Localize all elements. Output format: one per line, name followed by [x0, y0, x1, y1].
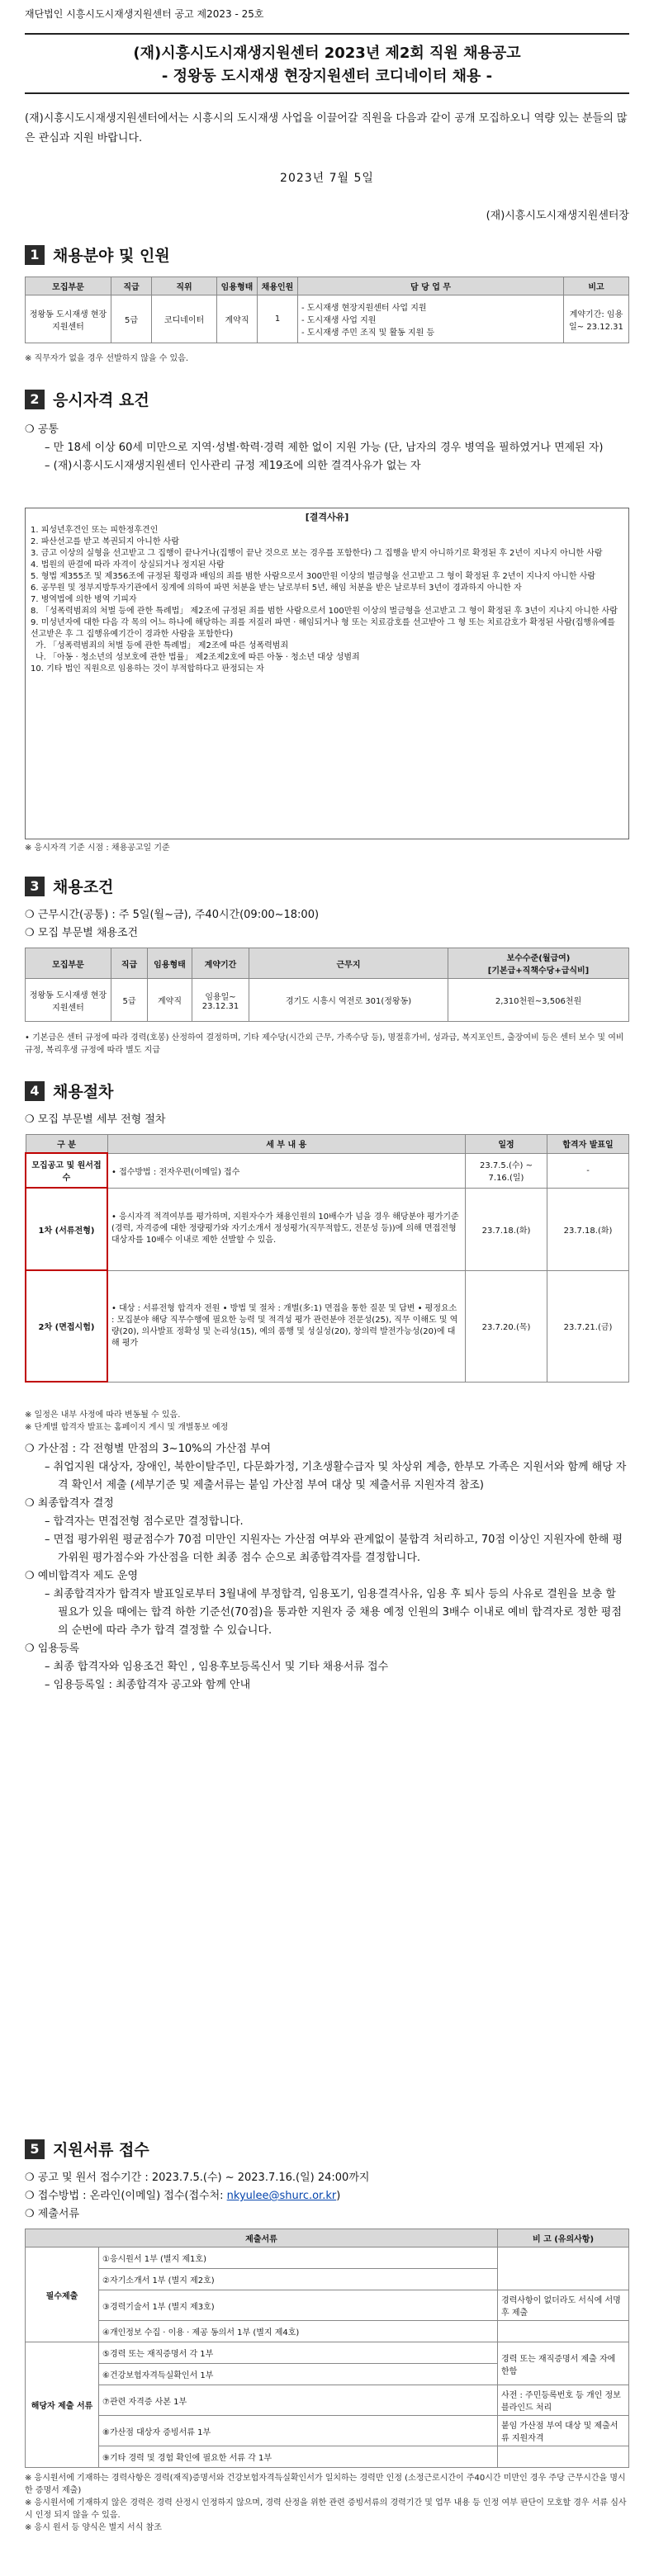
- doc-remark: 경력사항이 없더라도 서식에 서명 후 제출: [498, 2290, 629, 2321]
- stage-name: 1차 (서류전형): [26, 1188, 107, 1270]
- col-header: [448, 948, 629, 979]
- cell-dept: 정왕동 도시재생 현장지원센터: [26, 979, 111, 1022]
- registration-item: – 임용등록일 : 최종합격자 공고와 함께 안내: [45, 1679, 251, 1691]
- section-number: 2: [25, 390, 45, 409]
- sec2-requirements: [25, 421, 629, 475]
- note-item: ※ 일정은 내부 사정에 따라 변동될 수 있음.: [25, 1411, 181, 1420]
- note-item: ※ 단계별 합격자 발표는 홈페이지 게시 및 개별통보 예정: [25, 1423, 229, 1432]
- sec4-details: [25, 1440, 629, 1694]
- sec5-notes: [25, 2472, 629, 2534]
- cell-type: 계약직: [217, 295, 258, 343]
- col-header: 임용형태: [148, 948, 192, 979]
- doc-remark: 붙임 가산점 부여 대상 및 제출서류 지원자격: [498, 2416, 629, 2446]
- stage-detail: • 접수방법 : 전자우편(이메일) 접수: [107, 1153, 466, 1188]
- stage-result: 23.7.21.(금): [547, 1270, 629, 1382]
- pay-header: 보수수준(월급여): [506, 954, 571, 963]
- duty-item: - 도시재생 사업 지원: [301, 316, 377, 325]
- col-header: 직급: [111, 277, 152, 295]
- procedure-heading: ❍ 모집 부문별 세부 전형 절차: [25, 1113, 166, 1126]
- stage-date: 23.7.5.(수) ~ 7.16.(일): [466, 1153, 547, 1188]
- disq-item: 6. 공무원 및 정부지방투자기관에서 징계에 의하여 파면 처분을 받는 날로부터 5년, 해임 처분을 받은 날로부터 3년이 경과하지 아니한 자: [31, 584, 522, 593]
- doc-remark: 사전 : 주민등록번호 등 개인 정보 블라인드 처리: [498, 2385, 629, 2416]
- disq-subitem: 나. 「아동 · 청소년의 성보호에 관한 법률」 제2조제2호에 따른 아동 · 청소년 대상 성범죄: [36, 653, 360, 662]
- doc-item: ⑤경력 또는 재직증명서 각 1부: [99, 2342, 498, 2364]
- col-header: 담 당 업 무: [298, 277, 564, 295]
- duty-item: - 도시재생 현장지원센터 사업 지원: [301, 304, 427, 313]
- group-name: 필수제출: [26, 2248, 99, 2342]
- page-subtitle: - 정왕동 도시재생 현장지원센터 코디네이터 채용 -: [161, 68, 493, 85]
- final-item: – 면접 평가위원 평균점수가 70점 미만인 지원자는 가산점 여부와 관계없이 불합격 처리하고, 70점 이상인 지원자에 한해 평가위원 평가점수와 가산점을 더한 최종 점수 순으로 최종합격자를 결정합니다.: [45, 1534, 623, 1564]
- positions-table: [25, 277, 629, 343]
- reserve-heading: ❍ 예비합격자 제도 운영: [25, 1570, 139, 1582]
- cell-grade: 5급: [111, 979, 148, 1022]
- page-title: (재)시흥시도시재생지원센터 2023년 제2회 직원 채용공고: [133, 45, 521, 62]
- doc-item: ⑧가산점 대상자 증빙서류 1부: [99, 2416, 498, 2446]
- disq-item: 7. 병역법에 의한 병역 기피자: [31, 595, 137, 604]
- col-header: 채용인원: [258, 277, 298, 295]
- note-item: ※ 응시 원서 등 양식은 별지 서식 참조: [25, 2523, 162, 2532]
- stage-date: 23.7.20.(목): [466, 1270, 547, 1382]
- intro-text: (재)시흥시도시재생지원센터에서는 시흥시의 도시재생 사업을 이끌어갈 직원을 다음과 같이 공개 모집하오니 역량 있는 분들의 많은 관심과 지원 바랍니다.: [25, 112, 628, 144]
- stage-date: 23.7.18.(화): [466, 1188, 547, 1270]
- email-link[interactable]: nkyulee@shurc.or.kr: [226, 2190, 337, 2202]
- col-header: 임용형태: [217, 277, 258, 295]
- final-item: – 합격자는 면접전형 점수로만 결정합니다.: [45, 1515, 244, 1528]
- disq-item: 1. 피성년후견인 또는 피한정후견인: [31, 526, 159, 535]
- section-4-heading: [25, 1080, 113, 1102]
- notice-date: 2023년 7월 5일: [280, 172, 374, 185]
- registration-item: – 최종 합격자와 임용조건 확인 , 임용후보등록신서 및 기타 채용서류 접수: [45, 1661, 389, 1673]
- doc-item: ①응시원서 1부 (별지 제1호): [99, 2248, 498, 2269]
- disq-item: 8. 「성폭력범죄의 처벌 등에 관한 특례법」 제2조에 규정된 죄를 범한 사람으로서 100만원 이상의 벌금형을 선고받고 그 형이 확정된 후 3년이 지나지 아니한 사람: [31, 607, 618, 616]
- doc-item: ②자기소개서 1부 (별지 제2호): [99, 2269, 498, 2290]
- section-number: 5: [25, 2139, 45, 2159]
- col-header: 비고: [564, 277, 629, 295]
- sec1-note: ※ 직무자가 없을 경우 선발하지 않을 수 있음.: [25, 354, 189, 363]
- col-header: 모집부문: [26, 948, 111, 979]
- conditions-table: [25, 948, 629, 1022]
- stage-name: 모집공고 및 원서접수: [26, 1153, 107, 1188]
- doc-item: ⑨기타 경력 및 경험 확인에 필요한 서류 각 1부: [99, 2446, 498, 2468]
- doc-remark: [498, 2248, 629, 2290]
- section-title: 지원서류 접수: [53, 2141, 149, 2159]
- documents-table: [25, 2229, 629, 2468]
- pay-subheader: [기본급+직책수당+급식비]: [487, 967, 590, 976]
- docs-heading: ❍ 제출서류: [25, 2208, 80, 2220]
- sec2-note: ※ 응시자격 기준 시점 : 채용공고일 기준: [25, 844, 170, 853]
- cell-count: 1: [258, 295, 298, 343]
- section-title: 채용절차: [53, 1083, 114, 1101]
- doc-item: ④개인정보 수집 · 이용 · 제공 동의서 1부 (별지 제4호): [99, 2321, 498, 2342]
- doc-item: ③경력기술서 1부 (별지 제3호): [99, 2290, 498, 2321]
- conditions-heading: ❍ 모집 부문별 채용조건: [25, 927, 139, 939]
- reserve-item: – 최종합격자가 합격자 발표일로부터 3월내에 부정합격, 임용포기, 임용결격사유, 임용 후 퇴사 등의 사유로 결원을 보충 할 필요가 있을 때에는 합격 하한 기준선(70점)을 통과한 지원자 중 채용 예정 인원의 3배수 이내로 예비 합격자로 정한 평점의 순번에 따라 추가 합격 결정할 수 있습니다.: [45, 1588, 622, 1637]
- method-suffix: ): [336, 2190, 341, 2202]
- col-header: 제출서류: [26, 2229, 498, 2248]
- group-name: 해당자 제출 서류: [26, 2342, 99, 2468]
- final-heading: ❍ 최종합격자 결정: [25, 1497, 114, 1510]
- doc-remark: 경력 또는 재직증명서 제출 자에 한함: [498, 2342, 629, 2385]
- notice-number: 재단법인 시흥시도시재생지원센터 공고 제2023 - 25호: [25, 8, 264, 20]
- note-item: ※ 응시원서에 기재하는 경력사항은 경력(재직)증명서와 건강보험자격득실확인서가 일치하는 경력만 인정 (소정근로시간이 주40시간 미만인 경우 주당 근무시간을 명시한 증명서 제출): [25, 2474, 626, 2495]
- bonus-heading: ❍ 가산점 : 각 전형별 만점의 3~10%의 가산점 부여: [25, 1443, 272, 1455]
- disq-item: 2. 파산선고를 받고 복권되지 아니한 사람: [31, 537, 179, 546]
- disq-item: 9. 미성년자에 대한 다음 각 목의 어느 하나에 해당하는 죄를 저질러 파면 · 해임되거나 형 또는 치료감호를 선고받아 그 형 또는 치료감호가 확정된 사람(집행유예를 선고받은 후 그 집행유예기간이 경과한 사람을 포함한다): [31, 618, 615, 639]
- procedure-table: [25, 1134, 629, 1383]
- section-number: 3: [25, 877, 45, 896]
- cell-pay: 2,310천원~3,506천원: [448, 979, 629, 1022]
- method-prefix: ❍ 접수방법 : 온라인(이메일) 접수(접수처:: [25, 2190, 227, 2202]
- note-item: ※ 응시원서에 기재하지 않은 경력은 경력 산정시 인정하지 않으며, 경력 산정을 위한 관련 증빙서류의 경력기간 및 업무 내용 등 인정 여부 판단이 모호할 경우 서류 심사 시 인정 되지 않을 수 있음.: [25, 2498, 627, 2520]
- col-header: 합격자 발표일: [547, 1135, 629, 1154]
- cell-duties: [298, 295, 564, 343]
- method-line: [25, 2187, 369, 2205]
- stage-result: 23.7.18.(화): [547, 1188, 629, 1270]
- disq-item: 3. 금고 이상의 실형을 선고받고 그 집행이 끝나거나(집행이 끝난 것으로 보는 경우를 포함한다) 그 집행을 받지 아니하기로 확정된 후 2년이 지나지 아니한 사람: [31, 549, 603, 558]
- sec4-notes: [25, 1407, 228, 1432]
- doc-item: ⑥건강보험자격득실확인서 1부: [99, 2364, 498, 2385]
- disq-item: 4. 법원의 판결에 따라 자격이 상실되거나 정지된 사람: [31, 560, 225, 570]
- col-header: 구 분: [26, 1135, 107, 1154]
- disq-item: 5. 형법 제355조 및 제356조에 규정된 횡령과 배임의 죄를 범한 사람으로서 300만원 이상의 벌금형을 선고받고 그 형이 확정된 후 2년이 지나지 아니한 사람: [31, 572, 596, 581]
- box-title: [결격사유]: [305, 512, 349, 522]
- section-title: 채용분야 및 인원: [53, 247, 170, 265]
- col-header: 직급: [111, 948, 148, 979]
- requirement-item: – (재)시흥시도시재생지원센터 인사관리 규정 제19조에 의한 결격사유가 없는 자: [45, 460, 421, 472]
- issuer: (재)시흥시도시재생지원센터장: [486, 210, 629, 222]
- cell-remark: 계약기간: 임용일~ 23.12.31: [564, 295, 629, 343]
- stage-detail: • 응시자격 적격여부를 평가하며, 지원자수가 채용인원의 10배수가 넘을 경우 해당분야 평가기준(경력, 자격증에 대한 정량평가와 자기소개서 정성평가(직무적합도, 전문성 등))에 의해 면접전형 대상자를 10배수 이내로 제한 선발할 수 있음.: [107, 1188, 466, 1270]
- bonus-item: – 취업지원 대상자, 장애인, 북한이탈주민, 다문화가정, 기초생활수급자 및 차상위 계층, 한부모 가족은 지원서와 함께 해당 자격 확인서 제출 (세부기준 및 제출서류는 붙임 가산점 부여 대상 및 제출서류 지원자격 참조): [45, 1461, 627, 1491]
- cell-place: 경기도 시흥시 역전로 301(정왕동): [249, 979, 448, 1022]
- col-header: 근무지: [249, 948, 448, 979]
- disqualification-box: [25, 508, 629, 839]
- cell-dept: 정왕동 도시재생 현장지원센터: [26, 295, 111, 343]
- section-5-heading: [25, 2138, 149, 2160]
- cell-position: 코디네이터: [152, 295, 217, 343]
- duty-item: - 도시재생 주민 조직 및 활동 지원 등: [301, 328, 435, 338]
- col-header: 세 부 내 용: [107, 1135, 466, 1154]
- section-2-heading: [25, 388, 149, 410]
- work-hours: ❍ 근무시간(공통) : 주 5일(월~금), 주40시간(09:00~18:00): [25, 909, 320, 921]
- stage-name: 2차 (면접시험): [26, 1270, 107, 1382]
- section-3-heading: [25, 875, 113, 897]
- sec5-bullets: [25, 2169, 369, 2224]
- requirement-item: – 만 18세 이상 60세 미만으로 지역·성별·학력·경력 제한 없이 지원 가능 (단, 남자의 경우 병역을 필하였거나 면제된 자): [45, 442, 604, 454]
- disq-subitem: 가. 「성폭력범죄의 처벌 등에 관한 특례법」 제2조에 따른 성폭력범죄: [36, 641, 289, 650]
- sec3-note: • 기본급은 센터 규정에 따라 경력(호봉) 산정하여 결정하며, 기타 제수당(시간외 근무, 가족수당 등), 명절휴가비, 성과급, 복지포인트, 출장여비 등은 센터 보수 및 여비 규정, 복리후생 규정에 따라 별도 지급: [25, 1033, 624, 1055]
- col-header: 비 고 (유의사항): [498, 2229, 629, 2248]
- section-1-heading: [25, 243, 170, 266]
- sec3-bullets: [25, 906, 319, 943]
- stage-result: -: [547, 1153, 629, 1188]
- cell-grade: 5급: [111, 295, 152, 343]
- section-title: 응시자격 요건: [53, 391, 149, 409]
- col-header: 계약기간: [192, 948, 249, 979]
- doc-remark: [498, 2446, 629, 2468]
- title-box: [25, 33, 629, 94]
- col-header: 직위: [152, 277, 217, 295]
- disq-item: 10. 기타 법인 직원으로 임용하는 것이 부적합하다고 판정되는 자: [31, 664, 264, 674]
- doc-item: ⑦관련 자격증 사본 1부: [99, 2385, 498, 2416]
- section-number: 1: [25, 245, 45, 265]
- col-header: 모집부문: [26, 277, 111, 295]
- period-line: ❍ 공고 및 원서 접수기간 : 2023.7.5.(수) ~ 2023.7.16.(일) 24:00까지: [25, 2172, 370, 2184]
- registration-heading: ❍ 임용등록: [25, 1642, 80, 1655]
- doc-remark: [498, 2321, 629, 2342]
- common-heading: ❍ 공통: [25, 423, 59, 436]
- stage-detail: • 대상 : 서류전형 합격자 전원 • 방법 및 절차 : 개별(多:1) 면접을 통한 질문 및 답변 • 평정요소 : 모집분야 해당 직무수행에 필요한 능력 및 적격성 평가 관련분야 전문성(25), 직무 이해도 및 역량(20), 의사발표 정확성 및 논리성(15), 예의 품행 및 성실성(20), 창의력 발전가능성(20)에 대해 평가: [107, 1270, 466, 1382]
- cell-period: 임용일~ 23.12.31: [192, 979, 249, 1022]
- section-title: 채용조건: [53, 878, 114, 896]
- cell-type: 계약직: [148, 979, 192, 1022]
- col-header: 일정: [466, 1135, 547, 1154]
- section-number: 4: [25, 1081, 45, 1101]
